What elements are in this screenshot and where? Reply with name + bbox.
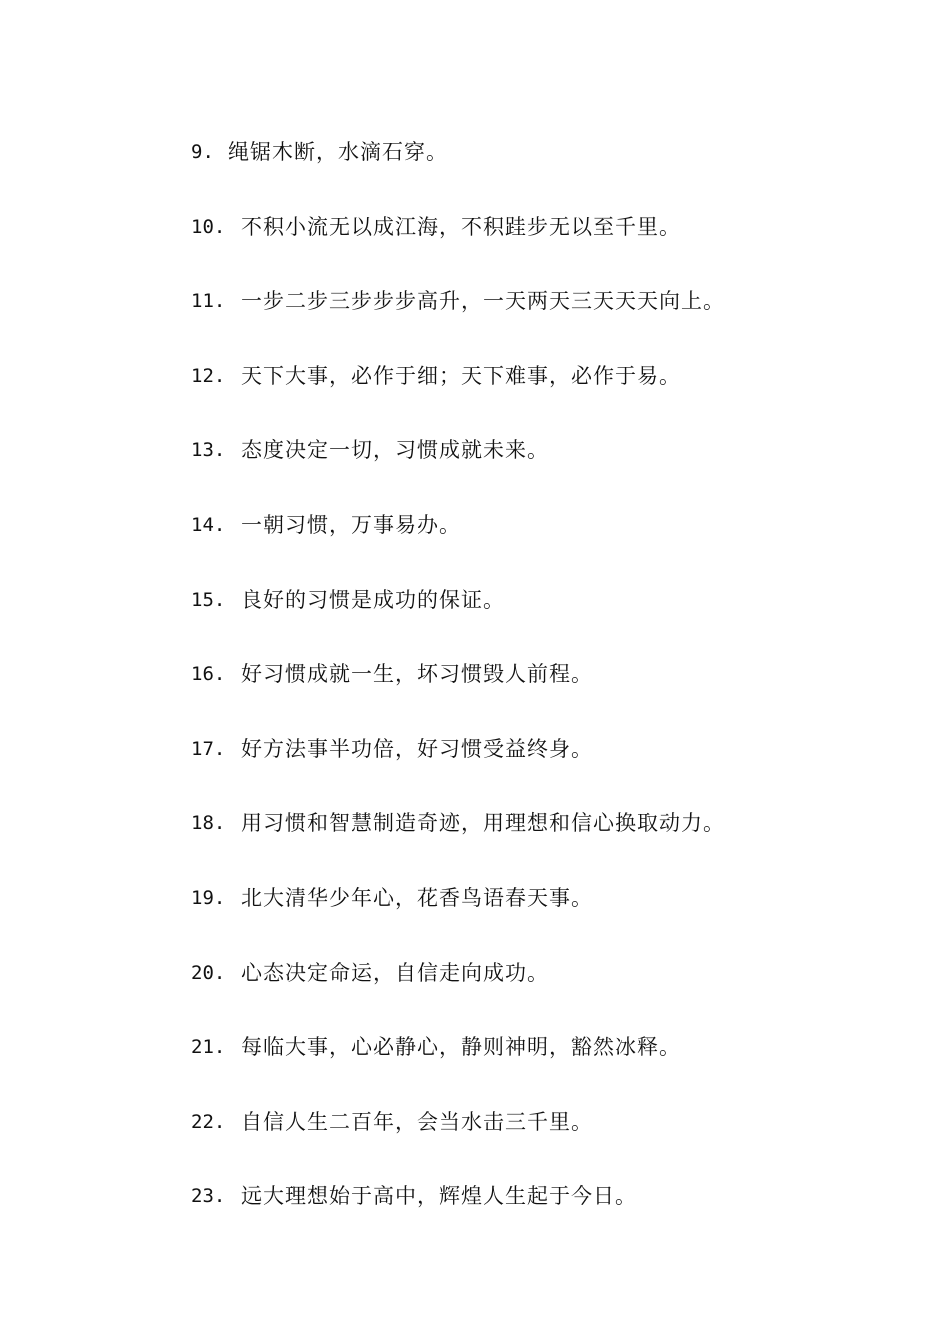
list-item xyxy=(191,1178,891,1253)
quote-list xyxy=(191,134,891,1253)
item-text: 心态决定命运，自信走向成功。 xyxy=(241,960,549,985)
item-number: 16. xyxy=(191,663,226,686)
list-item xyxy=(191,507,891,582)
list-item xyxy=(191,1029,891,1104)
item-number: 9. xyxy=(191,141,214,163)
item-number: 19. xyxy=(191,886,226,909)
list-item xyxy=(191,432,891,507)
item-text: 远大理想始于高中，辉煌人生起于今日。 xyxy=(241,1184,637,1209)
item-text: 不积小流无以成江海，不积跬步无以至千里。 xyxy=(241,214,681,239)
item-text: 绳锯木断，水滴石穿。 xyxy=(228,140,448,164)
item-text: 态度决定一切，习惯成就未来。 xyxy=(241,438,549,463)
list-item xyxy=(191,358,891,433)
item-number: 17. xyxy=(191,737,226,760)
list-item xyxy=(191,283,891,358)
list-item xyxy=(191,955,891,1030)
item-text: 北大清华少年心，花香鸟语春天事。 xyxy=(241,885,593,910)
list-item xyxy=(191,209,891,284)
item-number: 23. xyxy=(191,1185,226,1208)
item-number: 14. xyxy=(191,513,226,536)
list-item xyxy=(191,731,891,806)
list-item xyxy=(191,805,891,880)
list-item xyxy=(191,880,891,955)
item-number: 13. xyxy=(191,439,226,462)
list-item xyxy=(191,656,891,731)
item-text: 一朝习惯，万事易办。 xyxy=(241,512,461,537)
list-item xyxy=(191,1104,891,1179)
item-text: 好方法事半功倍，好习惯受益终身。 xyxy=(241,736,593,761)
item-text: 每临大事，心必静心，静则神明，豁然冰释。 xyxy=(241,1035,681,1060)
item-text: 用习惯和智慧制造奇迹，用理想和信心换取动力。 xyxy=(241,811,725,836)
item-number: 21. xyxy=(191,1036,226,1059)
item-text: 天下大事，必作于细；天下难事，必作于易。 xyxy=(241,363,681,388)
item-text: 一步二步三步步步高升，一天两天三天天天向上。 xyxy=(241,289,725,314)
item-text: 自信人生二百年，会当水击三千里。 xyxy=(241,1109,593,1134)
item-number: 18. xyxy=(191,812,226,835)
item-number: 15. xyxy=(191,588,226,611)
item-number: 22. xyxy=(191,1110,226,1133)
item-number: 10. xyxy=(191,215,226,238)
item-number: 20. xyxy=(191,961,226,984)
list-item xyxy=(191,134,891,209)
list-item xyxy=(191,582,891,657)
item-number: 11. xyxy=(191,290,226,313)
item-text: 良好的习惯是成功的保证。 xyxy=(241,587,505,612)
item-text: 好习惯成就一生，坏习惯毁人前程。 xyxy=(241,662,593,687)
item-number: 12. xyxy=(191,364,226,387)
